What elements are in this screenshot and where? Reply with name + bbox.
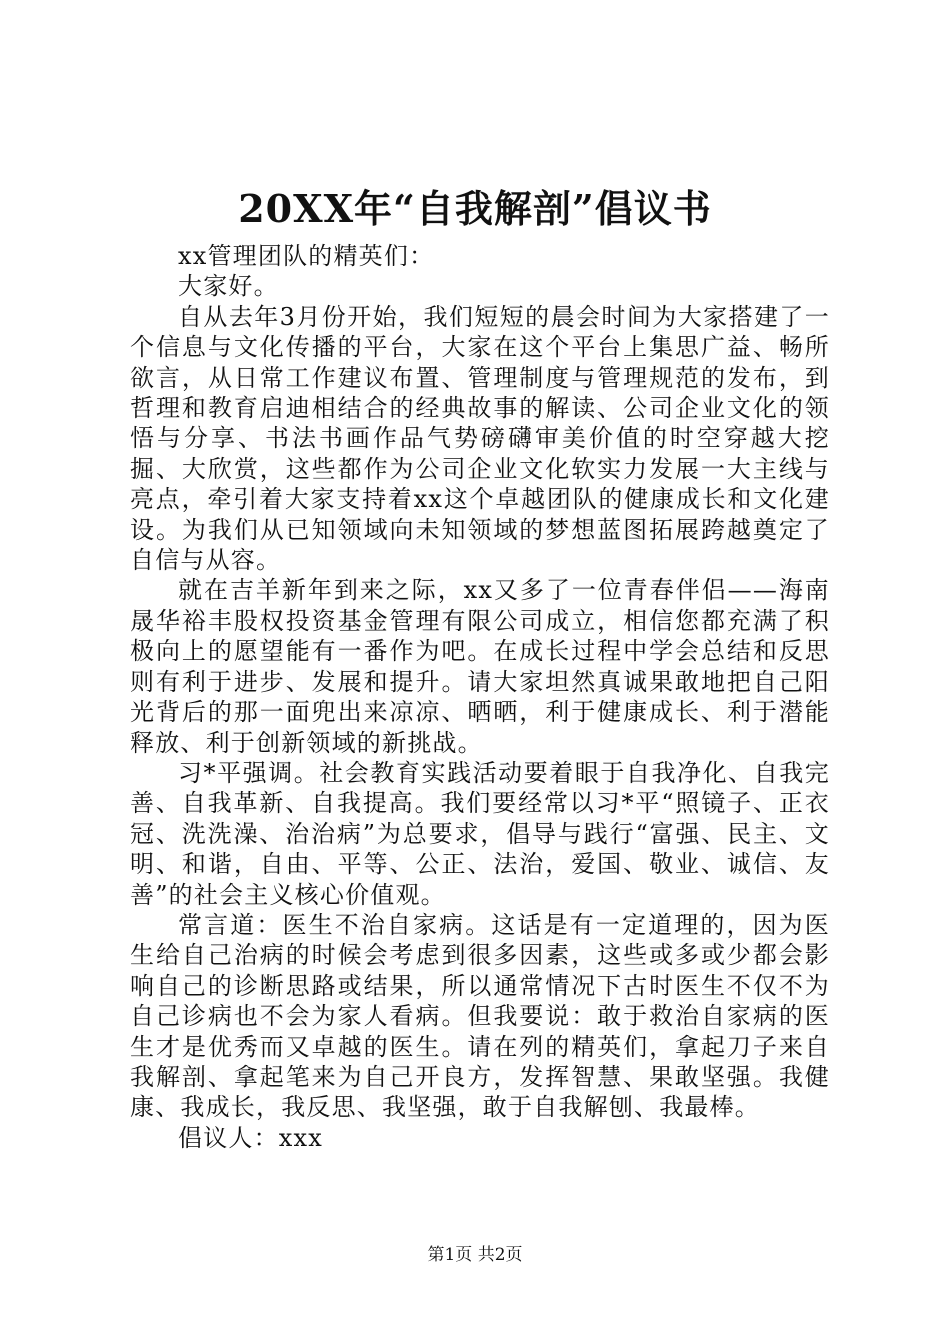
paragraph-4: 常言道：医生不治自家病。这话是有一定道理的，因为医生给自己治病的时候会考虑到很多因素，这些或多或少都会影响自己的诊断思路或结果，所以通常情况下古时医生不仅不为自己诊病也不会为家人看病。但我要说：敢于救治自家病的医生才是优秀而又卓越的医生。请在列的精英们，拿起刀子来自我解剖、拿起笔来为自己开良方，发挥智慧、果敢坚强。我健康、我成长，我反思、我坚强，敢于自我解刨、我最棒。 (130, 910, 830, 1122)
paragraph-3: 习*平强调。社会教育实践活动要着眼于自我净化、自我完善、自我革新、自我提高。我们要经常以习*平“照镜子、正衣冠、洗洗澡、治治病”为总要求，倡导与践行“富强、民主、文明、和谐，自由、平等、公正、法治，爱国、敬业、诚信、友善”的社会主义核心价值观。 (130, 758, 830, 909)
page-indicator: 第1页 共2页 (427, 1245, 523, 1265)
signature: 倡议人：xxx (178, 1123, 324, 1152)
paragraph-2: 就在吉羊新年到来之际，xx又多了一位青春伴侣——海南晟华裕丰股权投资基金管理有限公司成立，相信您都充满了积极向上的愿望能有一番作为吧。在成长过程中学会总结和反思则有利于进步、发展和提升。请大家坦然真诚果敢地把自己阳光背后的那一面兜出来凉凉、晒晒，利于健康成长、利于潜能释放、利于创新领域的新挑战。 (130, 576, 830, 757)
greeting: 大家好。 (178, 272, 279, 301)
document-title: 20XX年“自我解剖”倡议书 (238, 186, 712, 231)
document-body (130, 241, 830, 1153)
paragraph-1: 自从去年3月份开始，我们短短的晨会时间为大家搭建了一个信息与文化传播的平台，大家在这个平台上集思广益、畅所欲言，从日常工作建议布置、管理制度与管理规范的发布，到哲理和教育启迪相结合的经典故事的解读、公司企业文化的领悟与分享、书法书画作品气势磅礴审美价值的时空穿越大挖掘、大欣赏，这些都作为公司企业文化软实力发展一大主线与亮点，牵引着大家支持着xx这个卓越团队的健康成长和文化建设。为我们从已知领域向未知领域的梦想蓝图拓展跨越奠定了自信与从容。 (130, 302, 830, 575)
salutation: xx管理团队的精英们： (178, 242, 435, 270)
